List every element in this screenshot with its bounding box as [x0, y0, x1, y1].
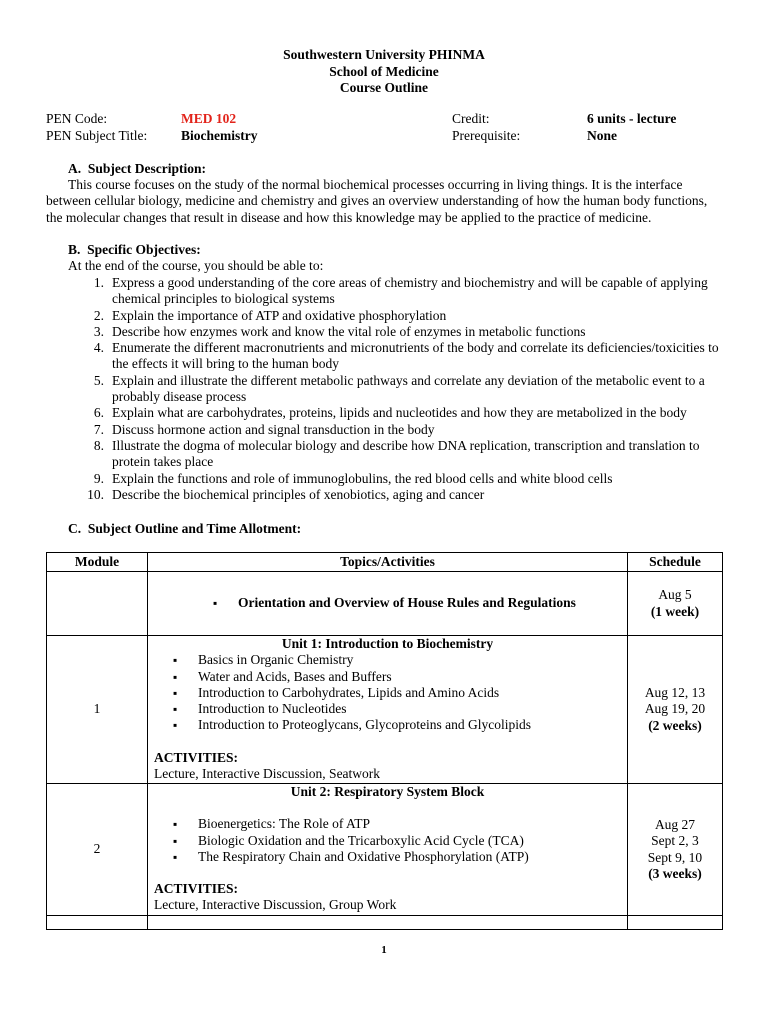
- section-c-heading: C. Subject Outline and Time Allotment:: [68, 521, 302, 536]
- orientation-module-cell: [47, 572, 148, 636]
- subject-outline-table: [46, 552, 723, 930]
- section-a-heading: A. Subject Description:: [68, 161, 206, 176]
- pen-title-label: PEN Subject Title:: [46, 128, 148, 143]
- objective-text: Illustrate the dogma of molecular biology and describe how DNA replication, transcription and translation to protein takes place: [112, 437, 700, 470]
- pen-code-label: PEN Code:: [46, 111, 108, 126]
- unit-1-schedule-date: Aug 19, 20: [644, 701, 706, 717]
- unit-1-activities: Lecture, Interactive Discussion, Seatwork: [154, 766, 381, 782]
- objective-item: [68, 438, 728, 471]
- table-row-orientation: [47, 572, 723, 636]
- objective-number: 5.: [93, 372, 104, 388]
- unit-1-schedule-cell: [628, 636, 723, 784]
- unit-1-topic-list: [148, 652, 627, 733]
- objective-text: Explain the importance of ATP and oxidative phosphorylation: [112, 307, 447, 323]
- orientation-topic: ▪ Orientation and Overview of House Rules and Regulations: [188, 595, 627, 611]
- unit-2-topic-list: [148, 816, 627, 865]
- orientation-schedule-cell: [628, 572, 723, 636]
- prerequisite-label: Prerequisite:: [452, 128, 521, 143]
- objective-item: [68, 340, 728, 373]
- table-header-row: [47, 553, 723, 572]
- unit-2-schedule-duration: (3 weeks): [648, 865, 702, 881]
- empty-cell: [628, 916, 723, 930]
- objective-text: Discuss hormone action and signal transduction in the body: [112, 421, 435, 437]
- unit-1-topic: ▪ Water and Acids, Bases and Buffers: [148, 669, 627, 685]
- table-row-empty: [47, 916, 723, 930]
- objective-item: [68, 471, 728, 487]
- unit-1-title: Unit 1: Introduction to Biochemistry: [281, 636, 494, 651]
- objective-number: 10.: [87, 486, 104, 502]
- objective-item: [68, 422, 728, 438]
- unit-2-schedule-date: Sept 9, 10: [647, 849, 703, 865]
- objective-number: 6.: [93, 405, 104, 421]
- objective-number: 2.: [93, 307, 104, 323]
- unit-2-activities-label: ACTIVITIES:: [154, 881, 239, 897]
- objective-number: 3.: [93, 323, 104, 339]
- objective-number: 8.: [93, 437, 104, 453]
- pen-code-value: MED 102: [181, 111, 237, 126]
- column-header-topics: Topics/Activities: [148, 553, 628, 572]
- empty-cell: [47, 916, 148, 930]
- pen-title-value: Biochemistry: [181, 128, 258, 143]
- objective-number: 4.: [93, 340, 104, 356]
- objective-number: 7.: [93, 421, 104, 437]
- empty-cell: [148, 916, 628, 930]
- credit-label: Credit:: [452, 111, 490, 126]
- unit-1-topics-cell: [148, 636, 628, 784]
- column-header-module: Module: [47, 553, 148, 572]
- objective-number: 9.: [93, 470, 104, 486]
- objectives-list: [68, 275, 728, 503]
- table-row-unit-1: [47, 636, 723, 784]
- unit-2-topic: ▪ Biologic Oxidation and the Tricarboxylic Acid Cycle (TCA): [148, 833, 627, 849]
- objective-item: [68, 373, 728, 406]
- table-row-unit-2: [47, 784, 723, 916]
- unit-1-topic: ▪ Introduction to Carbohydrates, Lipids and Amino Acids: [148, 685, 627, 701]
- page-number: 1: [381, 944, 387, 956]
- unit-2-schedule-date: Sept 2, 3: [651, 833, 699, 849]
- section-b-heading: B. Specific Objectives:: [68, 242, 201, 257]
- orientation-topic-cell: [148, 572, 628, 636]
- unit-2-topics-cell: [148, 784, 628, 916]
- university-name: Southwestern University PHINMA: [283, 47, 485, 62]
- unit-1-schedule-date: Aug 12, 13: [644, 685, 706, 701]
- unit-1-topic: ▪ Basics in Organic Chemistry: [148, 652, 627, 668]
- objective-text: Explain what are carbohydrates, proteins, lipids and nucleotides and how they are metabolized in the body: [112, 405, 687, 421]
- column-header-schedule: Schedule: [628, 553, 723, 572]
- objective-text: Express a good understanding of the core areas of chemistry and biochemistry and will be capable of applying chemical principles to biological systems: [112, 275, 708, 307]
- objective-item: [68, 308, 728, 324]
- objectives-intro: At the end of the course, you should be able to:: [68, 258, 324, 273]
- unit-2-schedule-date: Aug 27: [654, 816, 696, 832]
- objective-item: [68, 405, 728, 421]
- unit-1-module-number: 1: [47, 636, 148, 784]
- objective-item: [68, 324, 728, 340]
- prerequisite-value: None: [587, 128, 617, 143]
- subject-description: This course focuses on the study of the normal biochemical processes occurring in living things. It is the interface between cellular biology, medicine and chemistry and gives an overview understanding of how the human body functions, the molecular changes that result in disease and how this knowledge may be applied to the practice of medicine.: [46, 177, 708, 225]
- objective-text: Describe how enzymes work and know the vital role of enzymes in metabolic functions: [112, 323, 586, 339]
- unit-2-module-number: 2: [47, 784, 148, 916]
- unit-1-topic: ▪ Introduction to Nucleotides: [148, 701, 627, 717]
- orientation-schedule-duration: (1 week): [650, 603, 700, 619]
- unit-1-topic: ▪ Introduction to Proteoglycans, Glycoproteins and Glycolipids: [148, 717, 627, 733]
- objective-text: Enumerate the different macronutrients and micronutrients of the body and correlate its deficiencies/toxicities to the effects it will bring to the human body: [112, 340, 719, 372]
- unit-1-activities-label: ACTIVITIES:: [154, 749, 239, 765]
- document-title: Course Outline: [339, 80, 429, 95]
- objective-text: Explain the functions and role of immunoglobulins, the red blood cells and white blood cells: [112, 470, 613, 486]
- unit-2-title: Unit 2: Respiratory System Block: [290, 784, 485, 799]
- orientation-schedule-date: Aug 5: [658, 587, 692, 603]
- objective-text: Explain and illustrate the different metabolic pathways and correlate any deviation of the metabolic event to a probably disease process: [112, 372, 705, 405]
- school-name: School of Medicine: [329, 64, 439, 79]
- objective-item: [68, 487, 728, 503]
- unit-2-topic: ▪ Bioenergetics: The Role of ATP: [148, 816, 627, 832]
- objective-item: [68, 275, 728, 308]
- objective-text: Describe the biochemical principles of xenobiotics, aging and cancer: [112, 486, 485, 502]
- unit-1-schedule-duration: (2 weeks): [648, 717, 702, 733]
- objective-number: 1.: [93, 275, 104, 290]
- credit-value: 6 units - lecture: [587, 111, 677, 126]
- unit-2-schedule-cell: [628, 784, 723, 916]
- unit-2-activities: Lecture, Interactive Discussion, Group Work: [154, 897, 397, 913]
- unit-2-topic: ▪ The Respiratory Chain and Oxidative Phosphorylation (ATP): [148, 849, 627, 865]
